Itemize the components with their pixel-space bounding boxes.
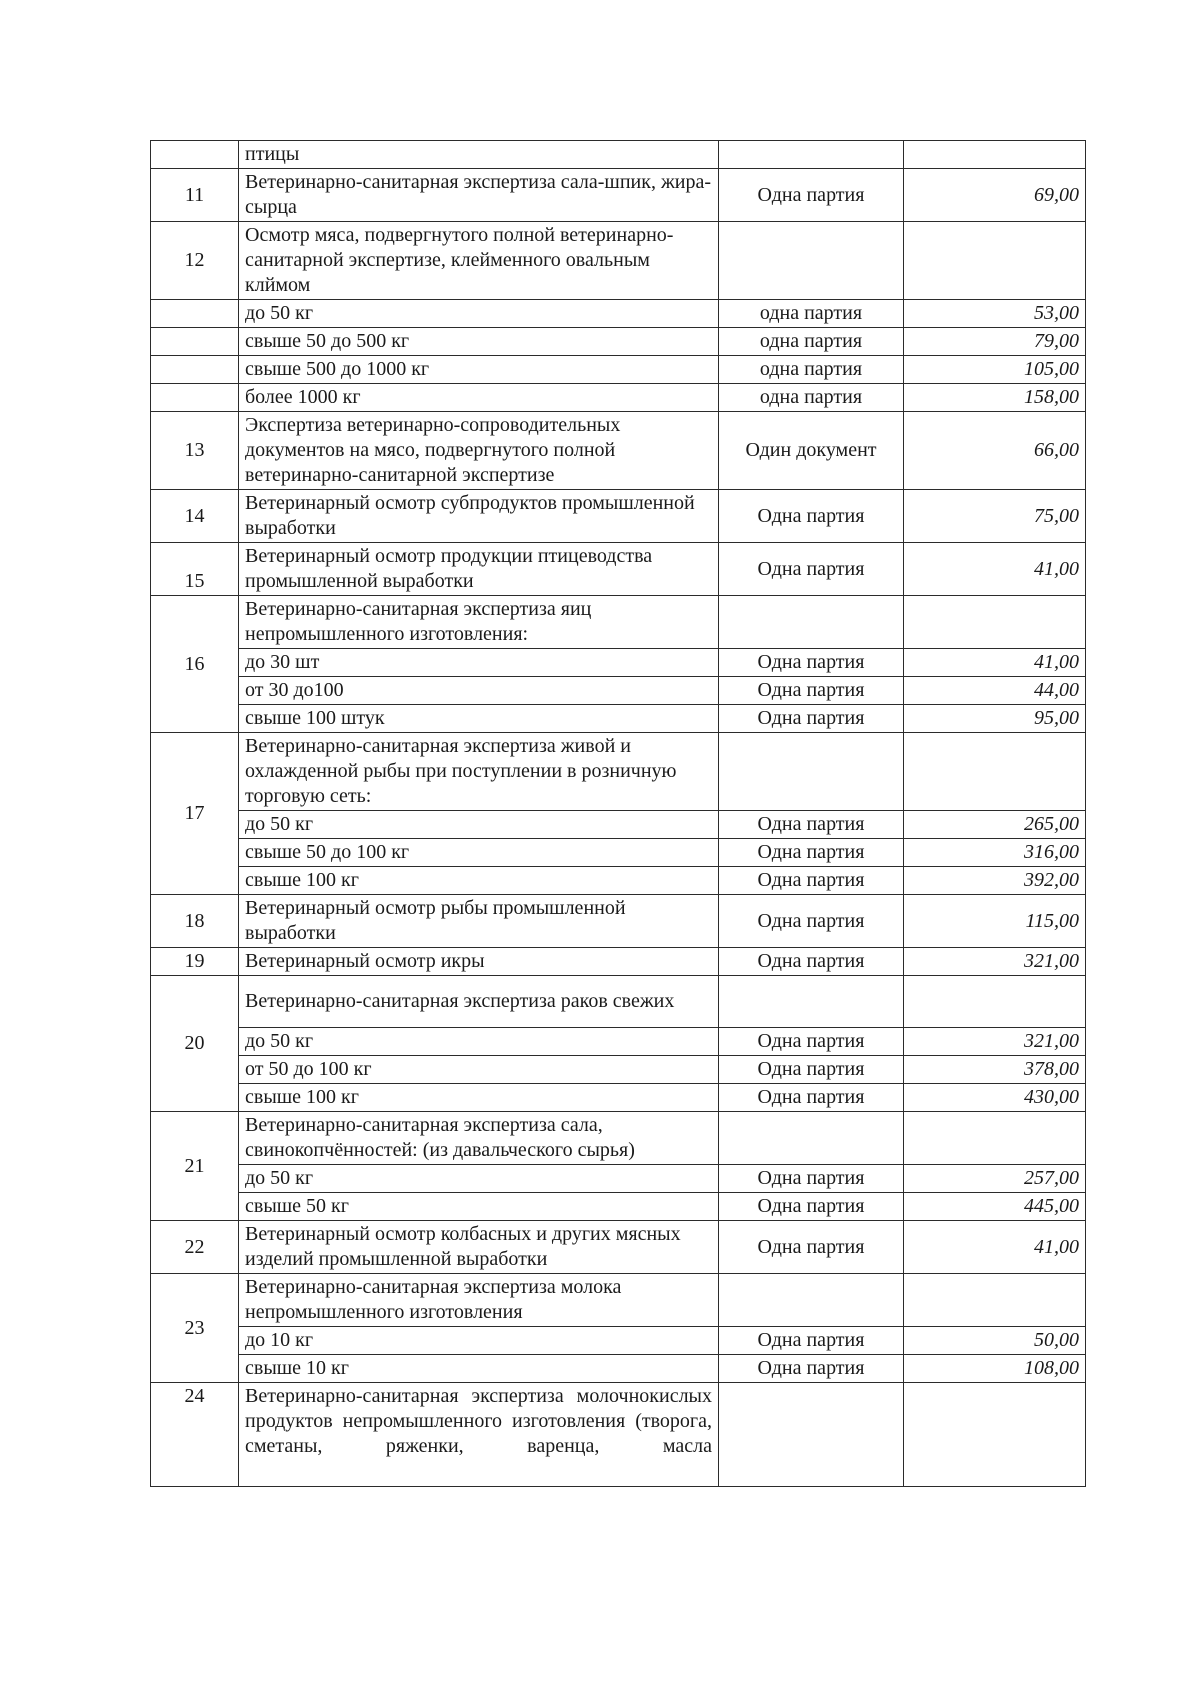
unit-cell: одна партия <box>719 356 904 384</box>
service-name: до 50 кг <box>239 300 719 328</box>
unit-cell: Одна партия <box>719 1165 904 1193</box>
unit-cell: Одна партия <box>719 895 904 948</box>
row-number: 19 <box>151 948 239 976</box>
price-cell: 392,00 <box>904 867 1086 895</box>
table-row <box>151 169 1086 222</box>
price-cell: 66,00 <box>904 412 1086 490</box>
price-cell: 316,00 <box>904 839 1086 867</box>
price-cell: 53,00 <box>904 300 1086 328</box>
unit-cell: Одна партия <box>719 677 904 705</box>
service-name: от 30 до100 <box>239 677 719 705</box>
price-cell: 41,00 <box>904 1221 1086 1274</box>
price-cell: 265,00 <box>904 811 1086 839</box>
service-name: до 30 шт <box>239 649 719 677</box>
unit-cell: Один документ <box>719 412 904 490</box>
unit-cell: одна партия <box>719 328 904 356</box>
price-cell: 79,00 <box>904 328 1086 356</box>
price-cell <box>904 1383 1086 1487</box>
unit-cell: Одна партия <box>719 948 904 976</box>
table-row <box>151 300 1086 328</box>
price-cell: 69,00 <box>904 169 1086 222</box>
price-cell <box>904 222 1086 300</box>
service-name: Ветеринарно-санитарная экспертиза молочнокислых продуктов непромышленного изготовления (творога, сметаны, ряженки, варенца, масла <box>239 1383 719 1487</box>
price-cell <box>904 976 1086 1028</box>
table-row <box>151 1383 1086 1487</box>
row-number: 24 <box>151 1383 239 1487</box>
table-row <box>151 948 1086 976</box>
row-number <box>151 384 239 412</box>
table-row <box>151 412 1086 490</box>
price-cell: 257,00 <box>904 1165 1086 1193</box>
price-cell: 75,00 <box>904 490 1086 543</box>
service-name: Ветеринарный осмотр субпродуктов промышленной выработки <box>239 490 719 543</box>
table-row <box>151 1193 1086 1221</box>
unit-cell: Одна партия <box>719 1084 904 1112</box>
table-row <box>151 356 1086 384</box>
unit-cell: Одна партия <box>719 1028 904 1056</box>
unit-cell: Одна партия <box>719 490 904 543</box>
service-name: свыше 500 до 1000 кг <box>239 356 719 384</box>
price-cell: 321,00 <box>904 1028 1086 1056</box>
service-name: свыше 50 до 500 кг <box>239 328 719 356</box>
service-name: Осмотр мяса, подвергнутого полной ветеринарно-санитарной экспертизе, клейменного овальным клймом <box>239 222 719 300</box>
table-row <box>151 222 1086 300</box>
row-number: 11 <box>151 169 239 222</box>
unit-cell <box>719 222 904 300</box>
price-cell: 378,00 <box>904 1056 1086 1084</box>
row-number: 16 <box>151 596 239 733</box>
table-row <box>151 976 1086 1028</box>
table-row <box>151 839 1086 867</box>
table-row <box>151 1084 1086 1112</box>
service-name: Ветеринарный осмотр продукции птицеводства промышленной выработки <box>239 543 719 596</box>
unit-cell <box>719 1274 904 1327</box>
price-cell: 44,00 <box>904 677 1086 705</box>
unit-cell: Одна партия <box>719 705 904 733</box>
service-name: свыше 100 штук <box>239 705 719 733</box>
table-row <box>151 1221 1086 1274</box>
unit-cell: Одна партия <box>719 649 904 677</box>
table-row <box>151 1056 1086 1084</box>
service-name: до 10 кг <box>239 1327 719 1355</box>
price-cell: 41,00 <box>904 649 1086 677</box>
row-number: 23 <box>151 1274 239 1383</box>
table-row <box>151 384 1086 412</box>
price-cell <box>904 733 1086 811</box>
row-number: 17 <box>151 733 239 895</box>
table-row <box>151 1274 1086 1327</box>
table-row <box>151 895 1086 948</box>
service-name: Ветеринарно-санитарная экспертиза яиц непромышленного изготовления: <box>239 596 719 649</box>
row-number: 15 <box>151 543 239 596</box>
row-number <box>151 300 239 328</box>
unit-cell: Одна партия <box>719 543 904 596</box>
table-row <box>151 141 1086 169</box>
service-name: птицы <box>239 141 719 169</box>
table-row <box>151 1327 1086 1355</box>
row-number <box>151 328 239 356</box>
table-row <box>151 543 1086 596</box>
row-number: 14 <box>151 490 239 543</box>
service-name: Ветеринарно-санитарная экспертиза сала-шпик, жира-сырца <box>239 169 719 222</box>
service-name: свыше 50 кг <box>239 1193 719 1221</box>
service-name: более 1000 кг <box>239 384 719 412</box>
price-cell: 108,00 <box>904 1355 1086 1383</box>
table-row <box>151 811 1086 839</box>
unit-cell: Одна партия <box>719 1355 904 1383</box>
service-name: свыше 100 кг <box>239 1084 719 1112</box>
table-row <box>151 705 1086 733</box>
service-name: до 50 кг <box>239 1028 719 1056</box>
service-name: до 50 кг <box>239 811 719 839</box>
service-name: Ветеринарный осмотр икры <box>239 948 719 976</box>
table-row <box>151 490 1086 543</box>
price-cell <box>904 141 1086 169</box>
service-name: Ветеринарный осмотр рыбы промышленной выработки <box>239 895 719 948</box>
service-name: до 50 кг <box>239 1165 719 1193</box>
unit-cell <box>719 596 904 649</box>
table-row <box>151 867 1086 895</box>
row-number <box>151 141 239 169</box>
price-cell: 105,00 <box>904 356 1086 384</box>
unit-cell <box>719 1112 904 1165</box>
table-row <box>151 649 1086 677</box>
service-name: свыше 100 кг <box>239 867 719 895</box>
service-name: свыше 50 до 100 кг <box>239 839 719 867</box>
service-name: от 50 до 100 кг <box>239 1056 719 1084</box>
service-name: свыше 10 кг <box>239 1355 719 1383</box>
price-cell: 95,00 <box>904 705 1086 733</box>
unit-cell <box>719 1383 904 1487</box>
price-cell: 321,00 <box>904 948 1086 976</box>
price-cell: 41,00 <box>904 543 1086 596</box>
unit-cell: Одна партия <box>719 1056 904 1084</box>
unit-cell: Одна партия <box>719 839 904 867</box>
price-cell <box>904 596 1086 649</box>
table-row <box>151 1165 1086 1193</box>
table-row <box>151 677 1086 705</box>
table-row <box>151 1355 1086 1383</box>
service-name: Ветеринарно-санитарная экспертиза молока непромышленного изготовления <box>239 1274 719 1327</box>
service-name: Ветеринарно-санитарная экспертиза живой и охлажденной рыбы при поступлении в розничную торговую сеть: <box>239 733 719 811</box>
unit-cell: одна партия <box>719 300 904 328</box>
price-cell: 158,00 <box>904 384 1086 412</box>
service-name: Ветеринарно-санитарная экспертиза раков свежих <box>239 976 719 1028</box>
unit-cell: Одна партия <box>719 867 904 895</box>
table-row <box>151 596 1086 649</box>
table-row <box>151 733 1086 811</box>
unit-cell <box>719 141 904 169</box>
row-number: 18 <box>151 895 239 948</box>
price-cell: 50,00 <box>904 1327 1086 1355</box>
table-row <box>151 328 1086 356</box>
row-number: 21 <box>151 1112 239 1221</box>
row-number: 13 <box>151 412 239 490</box>
row-number: 22 <box>151 1221 239 1274</box>
price-cell: 115,00 <box>904 895 1086 948</box>
table-row <box>151 1112 1086 1165</box>
price-cell <box>904 1112 1086 1165</box>
service-name: Экспертиза ветеринарно-сопроводительных документов на мясо, подвергнутого полной ветеринарно-санитарной экспертизе <box>239 412 719 490</box>
price-table <box>150 140 1086 1487</box>
row-number: 20 <box>151 976 239 1112</box>
unit-cell: Одна партия <box>719 811 904 839</box>
unit-cell: Одна партия <box>719 1327 904 1355</box>
row-number <box>151 356 239 384</box>
row-number: 12 <box>151 222 239 300</box>
price-cell: 430,00 <box>904 1084 1086 1112</box>
unit-cell: Одна партия <box>719 169 904 222</box>
table-row <box>151 1028 1086 1056</box>
unit-cell: Одна партия <box>719 1221 904 1274</box>
unit-cell: Одна партия <box>719 1193 904 1221</box>
unit-cell <box>719 976 904 1028</box>
price-cell: 445,00 <box>904 1193 1086 1221</box>
price-cell <box>904 1274 1086 1327</box>
unit-cell <box>719 733 904 811</box>
service-name: Ветеринарно-санитарная экспертиза сала, свинокопчённостей: (из давальческого сырья) <box>239 1112 719 1165</box>
service-name: Ветеринарный осмотр колбасных и других мясных изделий промышленной выработки <box>239 1221 719 1274</box>
unit-cell: одна партия <box>719 384 904 412</box>
